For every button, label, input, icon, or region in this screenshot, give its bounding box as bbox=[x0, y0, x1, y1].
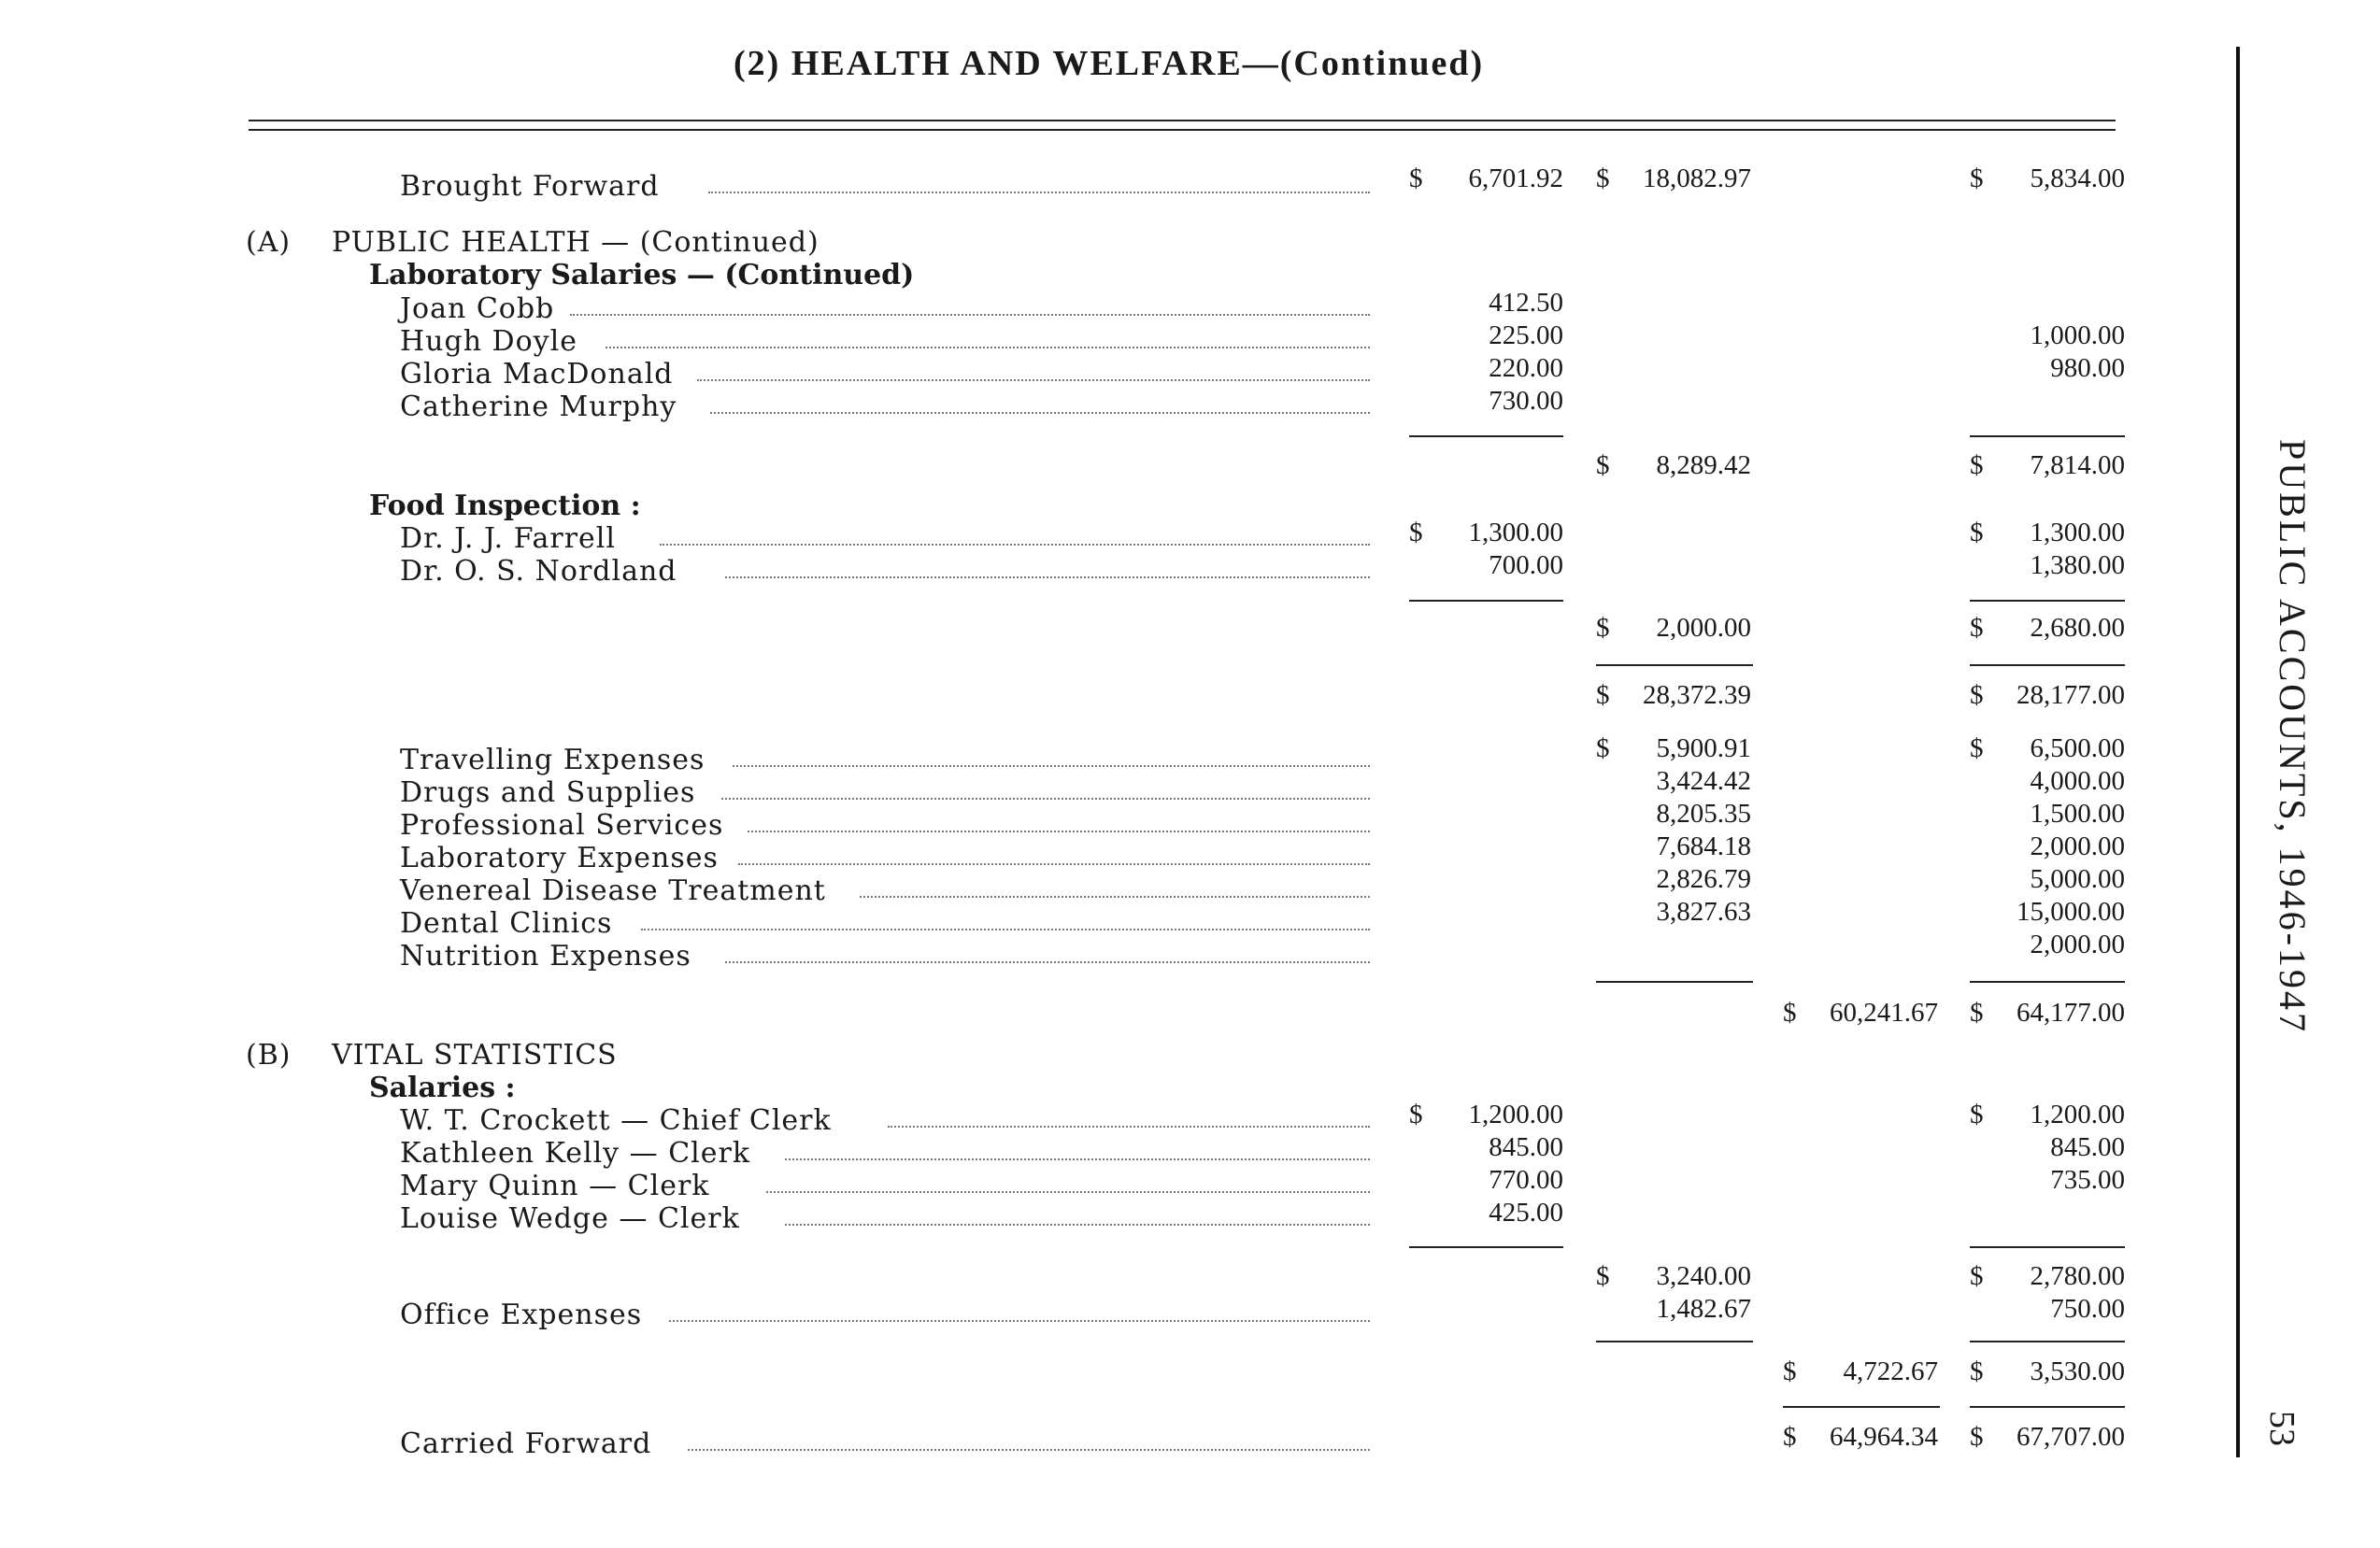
cell-labexp-c4: 2,000.00 bbox=[2030, 831, 2125, 861]
dollar-sign: $ bbox=[1970, 680, 1984, 710]
cell-brought-forward-c4: 5,834.00 bbox=[2030, 163, 2125, 193]
cell-travel-c2: 5,900.91 bbox=[1656, 733, 1751, 763]
row-label-kelly: Kathleen Kelly — Clerk bbox=[400, 1137, 751, 1170]
cell-quinn-c1: 770.00 bbox=[1489, 1165, 1563, 1195]
side-title: PUBLIC ACCOUNTS, 1946-1947 bbox=[2272, 439, 2314, 1034]
dollar-sign: $ bbox=[1970, 518, 1984, 547]
dollar-sign: $ bbox=[1596, 613, 1610, 643]
cell-labexp-c2: 7,684.18 bbox=[1656, 831, 1751, 861]
subtotal-rule bbox=[1970, 1341, 2125, 1342]
cell-salaries-total-c2: 28,372.39 bbox=[1643, 680, 1751, 710]
row-label-laboratory-expenses: Laboratory Expenses bbox=[400, 842, 719, 874]
dollar-sign: $ bbox=[1596, 1261, 1610, 1291]
dollar-sign: $ bbox=[1970, 1100, 1984, 1129]
cell-lab-total-c4: 7,814.00 bbox=[2030, 450, 2125, 480]
leader-dots bbox=[888, 1126, 1370, 1128]
subtotal-rule bbox=[1970, 981, 2125, 983]
row-label-travelling-expenses: Travelling Expenses bbox=[400, 744, 705, 776]
dollar-sign: $ bbox=[1970, 998, 1984, 1028]
row-label-brought-forward: Brought Forward bbox=[400, 170, 660, 203]
cell-sec-a-total-c4: 64,177.00 bbox=[2017, 998, 2125, 1028]
dollar-sign: $ bbox=[1970, 1261, 1984, 1291]
dollar-sign: $ bbox=[1783, 1356, 1797, 1386]
page-number: 53 bbox=[2262, 1411, 2302, 1446]
leader-dots bbox=[710, 412, 1370, 414]
cell-dental-c2: 3,827.63 bbox=[1656, 897, 1751, 927]
dollar-sign: $ bbox=[1409, 163, 1423, 193]
leader-dots bbox=[733, 765, 1370, 767]
subtotal-rule bbox=[1596, 1341, 1753, 1342]
cell-kelly-c4: 845.00 bbox=[2050, 1132, 2125, 1162]
leader-dots bbox=[688, 1449, 1370, 1451]
leader-dots bbox=[738, 863, 1370, 865]
cell-nutrition-c4: 2,000.00 bbox=[2030, 930, 2125, 959]
cell-vs-sal-total-c2: 3,240.00 bbox=[1656, 1261, 1751, 1291]
subtotal-rule bbox=[1409, 435, 1563, 437]
section-title-vital-statistics: VITAL STATISTICS bbox=[332, 1039, 618, 1072]
cell-sec-b-total-c4: 3,530.00 bbox=[2030, 1356, 2125, 1386]
section-letter-b: (B) bbox=[246, 1039, 292, 1072]
cell-farrell-c4: 1,300.00 bbox=[2030, 518, 2125, 547]
total-rule bbox=[1970, 664, 2125, 666]
cell-gloria-macdonald-c1: 220.00 bbox=[1489, 353, 1563, 383]
cell-brought-forward-c1: 6,701.92 bbox=[1468, 163, 1563, 193]
leader-dots bbox=[785, 1224, 1370, 1226]
cell-vs-sal-total-c4: 2,780.00 bbox=[2030, 1261, 2125, 1291]
cell-sec-a-total-c3: 60,241.67 bbox=[1830, 998, 1938, 1028]
cell-wedge-c1: 425.00 bbox=[1489, 1198, 1563, 1228]
dollar-sign: $ bbox=[1970, 613, 1984, 643]
subtotal-rule bbox=[1970, 435, 2125, 437]
dollar-sign: $ bbox=[1596, 163, 1610, 193]
row-label-quinn: Mary Quinn — Clerk bbox=[400, 1170, 710, 1202]
row-label-nordland: Dr. O. S. Nordland bbox=[400, 555, 677, 588]
cell-catherine-murphy-c1: 730.00 bbox=[1489, 386, 1563, 416]
subtotal-rule bbox=[1970, 1246, 2125, 1248]
dollar-sign: $ bbox=[1970, 1422, 1984, 1452]
section-title-public-health: PUBLIC HEALTH — (Continued) bbox=[332, 226, 819, 259]
page-title: (2) HEALTH AND WELFARE—(Continued) bbox=[734, 44, 1485, 83]
total-rule bbox=[1596, 664, 1753, 666]
total-rule bbox=[1783, 1406, 1940, 1408]
cell-quinn-c4: 735.00 bbox=[2050, 1165, 2125, 1195]
dollar-sign: $ bbox=[1970, 450, 1984, 480]
subtotal-rule bbox=[1409, 1246, 1563, 1248]
dollar-sign: $ bbox=[1596, 733, 1610, 763]
dollar-sign: $ bbox=[1970, 733, 1984, 763]
total-rule bbox=[1970, 1406, 2125, 1408]
subheading-salaries: Salaries : bbox=[369, 1072, 516, 1104]
row-label-dental-clinics: Dental Clinics bbox=[400, 907, 613, 940]
row-label-crockett: W. T. Crockett — Chief Clerk bbox=[400, 1104, 832, 1137]
subheading-food-inspection: Food Inspection : bbox=[369, 490, 641, 522]
cell-travel-c4: 6,500.00 bbox=[2030, 733, 2125, 763]
leader-dots bbox=[725, 576, 1370, 578]
subtotal-rule bbox=[1596, 981, 1753, 983]
row-label-professional-services: Professional Services bbox=[400, 809, 724, 842]
cell-lab-total-c2: 8,289.42 bbox=[1656, 450, 1751, 480]
row-label-venereal-disease: Venereal Disease Treatment bbox=[400, 874, 826, 907]
header-rule-bottom bbox=[249, 129, 2116, 131]
leader-dots bbox=[785, 1158, 1370, 1160]
leader-dots bbox=[641, 929, 1370, 930]
dollar-sign: $ bbox=[1783, 998, 1797, 1028]
subheading-laboratory-salaries: Laboratory Salaries — (Continued) bbox=[369, 259, 915, 291]
leader-dots bbox=[697, 379, 1370, 381]
leader-dots bbox=[725, 961, 1370, 963]
cell-office-c2: 1,482.67 bbox=[1656, 1294, 1751, 1324]
header-rule-top bbox=[249, 120, 2116, 121]
subtotal-rule bbox=[1409, 600, 1563, 602]
row-label-hugh-doyle: Hugh Doyle bbox=[400, 325, 577, 358]
leader-dots bbox=[708, 192, 1370, 193]
dollar-sign: $ bbox=[1783, 1422, 1797, 1452]
leader-dots bbox=[660, 544, 1370, 546]
cell-hugh-doyle-c1: 225.00 bbox=[1489, 320, 1563, 350]
cell-crockett-c1: 1,200.00 bbox=[1468, 1100, 1563, 1129]
subtotal-rule bbox=[1970, 600, 2125, 602]
cell-nordland-c1: 700.00 bbox=[1489, 550, 1563, 580]
row-label-nutrition-expenses: Nutrition Expenses bbox=[400, 940, 691, 973]
cell-vd-c2: 2,826.79 bbox=[1656, 864, 1751, 894]
leader-dots bbox=[570, 314, 1370, 316]
cell-brought-forward-c2: 18,082.97 bbox=[1643, 163, 1751, 193]
section-letter-a: (A) bbox=[246, 226, 292, 259]
cell-drugs-c4: 4,000.00 bbox=[2030, 766, 2125, 796]
margin-rule bbox=[2236, 47, 2240, 1457]
row-label-gloria-macdonald: Gloria MacDonald bbox=[400, 358, 674, 391]
row-label-office-expenses: Office Expenses bbox=[400, 1299, 643, 1331]
cell-drugs-c2: 3,424.42 bbox=[1656, 766, 1751, 796]
cell-prof-c2: 8,205.35 bbox=[1656, 799, 1751, 829]
leader-dots bbox=[721, 798, 1370, 800]
row-label-farrell: Dr. J. J. Farrell bbox=[400, 522, 616, 555]
dollar-sign: $ bbox=[1596, 680, 1610, 710]
dollar-sign: $ bbox=[1596, 450, 1610, 480]
row-label-catherine-murphy: Catherine Murphy bbox=[400, 391, 677, 423]
leader-dots bbox=[606, 347, 1370, 348]
cell-vd-c4: 5,000.00 bbox=[2030, 864, 2125, 894]
cell-joan-cobb-c1: 412.50 bbox=[1489, 288, 1563, 318]
cell-kelly-c1: 845.00 bbox=[1489, 1132, 1563, 1162]
dollar-sign: $ bbox=[1970, 1356, 1984, 1386]
cell-food-total-c2: 2,000.00 bbox=[1656, 613, 1751, 643]
cell-sec-b-total-c3: 4,722.67 bbox=[1843, 1356, 1938, 1386]
cell-carried-c3: 64,964.34 bbox=[1830, 1422, 1938, 1452]
leader-dots bbox=[748, 831, 1370, 832]
row-label-drugs: Drugs and Supplies bbox=[400, 776, 696, 809]
cell-gloria-macdonald-c4: 980.00 bbox=[2050, 353, 2125, 383]
cell-office-c4: 750.00 bbox=[2050, 1294, 2125, 1324]
cell-farrell-c1: 1,300.00 bbox=[1468, 518, 1563, 547]
leader-dots bbox=[860, 896, 1370, 898]
cell-dental-c4: 15,000.00 bbox=[2017, 897, 2125, 927]
cell-prof-c4: 1,500.00 bbox=[2030, 799, 2125, 829]
cell-carried-c4: 67,707.00 bbox=[2017, 1422, 2125, 1452]
dollar-sign: $ bbox=[1409, 1100, 1423, 1129]
cell-nordland-c4: 1,380.00 bbox=[2030, 550, 2125, 580]
dollar-sign: $ bbox=[1970, 163, 1984, 193]
leader-dots bbox=[669, 1320, 1370, 1322]
leader-dots bbox=[766, 1191, 1370, 1193]
cell-salaries-total-c4: 28,177.00 bbox=[2017, 680, 2125, 710]
cell-food-total-c4: 2,680.00 bbox=[2030, 613, 2125, 643]
cell-crockett-c4: 1,200.00 bbox=[2030, 1100, 2125, 1129]
dollar-sign: $ bbox=[1409, 518, 1423, 547]
cell-hugh-doyle-c4: 1,000.00 bbox=[2030, 320, 2125, 350]
row-label-joan-cobb: Joan Cobb bbox=[400, 292, 555, 325]
row-label-wedge: Louise Wedge — Clerk bbox=[400, 1202, 740, 1235]
row-label-carried-forward: Carried Forward bbox=[400, 1427, 652, 1460]
